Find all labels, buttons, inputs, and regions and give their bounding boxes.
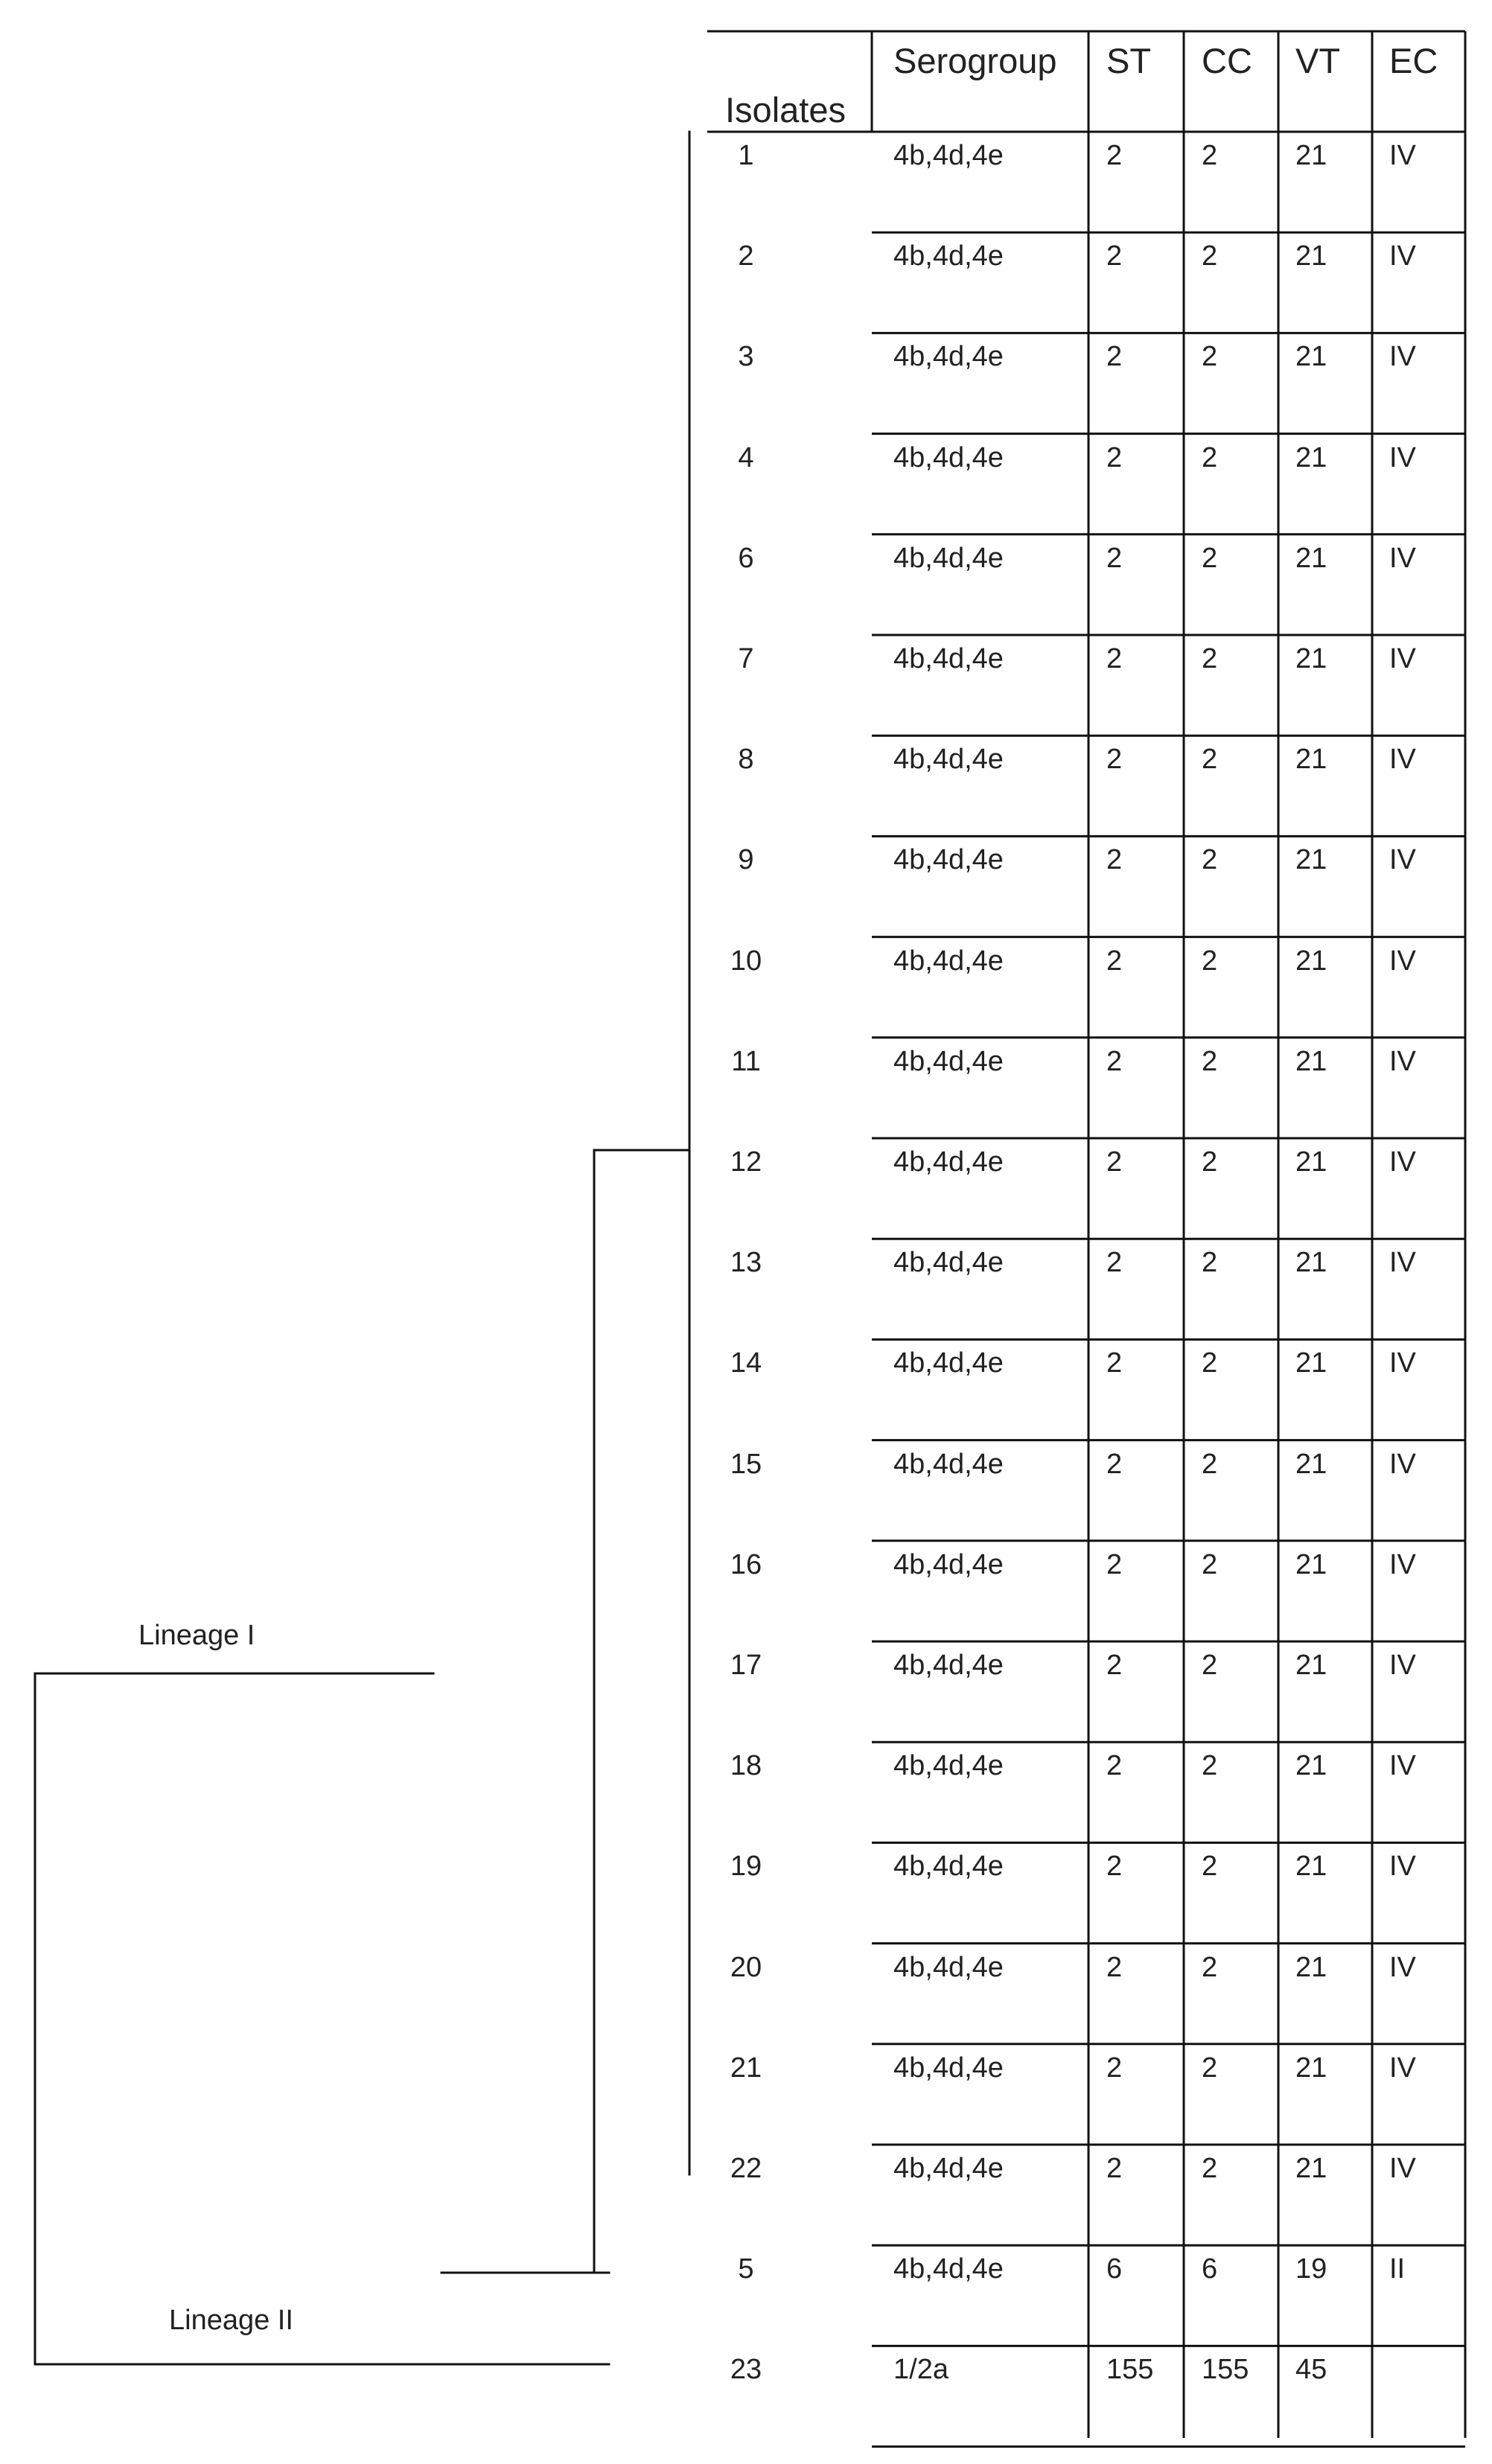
- serogroup-cell: 4b,4d,4e: [893, 341, 1004, 373]
- cc-cell: 2: [1202, 240, 1218, 272]
- isolate-cell: 9: [738, 844, 754, 876]
- st-cell: 2: [1106, 1750, 1123, 1782]
- cc-cell: 2: [1202, 643, 1218, 674]
- isolate-cell: 10: [730, 945, 762, 977]
- ec-cell: IV: [1389, 2052, 1416, 2084]
- vt-cell: 21: [1295, 1650, 1327, 1681]
- cc-cell: 2: [1202, 945, 1218, 977]
- ec-cell: IV: [1389, 1951, 1416, 1983]
- vt-cell: 21: [1295, 1548, 1327, 1580]
- vt-cell: 21: [1295, 240, 1327, 272]
- ec-cell: II: [1389, 2253, 1406, 2285]
- isolate-cell: 13: [730, 1247, 762, 1279]
- ec-cell: IV: [1389, 744, 1416, 776]
- isolate-cell: 8: [738, 744, 754, 776]
- isolate-cell: 17: [730, 1650, 762, 1681]
- vt-cell: 21: [1295, 2153, 1327, 2184]
- serogroup-cell: 4b,4d,4e: [893, 542, 1004, 574]
- vt-cell: 21: [1295, 744, 1327, 776]
- serogroup-cell: 4b,4d,4e: [893, 2253, 1004, 2285]
- isolate-cell: 22: [730, 2153, 762, 2184]
- isolate-cell: 19: [730, 1851, 762, 1883]
- serogroup-cell: 4b,4d,4e: [893, 844, 1004, 876]
- cc-cell: 2: [1202, 542, 1218, 574]
- serogroup-cell: 4b,4d,4e: [893, 1851, 1004, 1883]
- cc-cell: 2: [1202, 1146, 1218, 1178]
- cc-cell: 2: [1202, 1851, 1218, 1883]
- st-cell: 2: [1106, 441, 1123, 473]
- ec-cell: IV: [1389, 341, 1416, 373]
- st-cell: 2: [1106, 140, 1123, 171]
- cc-cell: 2: [1202, 744, 1218, 776]
- header-cc: CC: [1202, 41, 1252, 80]
- cc-cell: 155: [1202, 2354, 1249, 2386]
- isolate-cell: 16: [730, 1548, 762, 1580]
- serogroup-cell: 4b,4d,4e: [893, 643, 1004, 674]
- isolate-cell: 6: [738, 542, 754, 574]
- isolate-cell: 14: [730, 1347, 762, 1379]
- st-cell: 2: [1106, 2153, 1123, 2184]
- vt-cell: 21: [1295, 140, 1327, 171]
- serogroup-cell: 4b,4d,4e: [893, 945, 1004, 977]
- ec-cell: IV: [1389, 945, 1416, 977]
- vt-cell: 21: [1295, 844, 1327, 876]
- ec-cell: IV: [1389, 643, 1416, 674]
- isolate-cell: 3: [738, 341, 754, 373]
- st-cell: 2: [1106, 643, 1123, 674]
- isolate-cell: 5: [738, 2253, 754, 2285]
- lineage-1-label: Lineage I: [138, 1620, 255, 1651]
- vt-cell: 21: [1295, 542, 1327, 574]
- cc-cell: 2: [1202, 1247, 1218, 1279]
- serogroup-cell: 4b,4d,4e: [893, 2052, 1004, 2084]
- st-cell: 2: [1106, 744, 1123, 776]
- ec-cell: IV: [1389, 441, 1416, 473]
- cc-cell: 2: [1202, 1750, 1218, 1782]
- isolate-cell: 11: [731, 1045, 761, 1077]
- st-cell: 2: [1106, 844, 1123, 876]
- ec-cell: IV: [1389, 1851, 1416, 1883]
- vt-cell: 45: [1295, 2354, 1327, 2386]
- cc-cell: 2: [1202, 441, 1218, 473]
- vt-cell: 21: [1295, 945, 1327, 977]
- isolate-cell: 20: [730, 1951, 762, 1983]
- ec-cell: IV: [1389, 1146, 1416, 1178]
- ec-cell: IV: [1389, 1247, 1416, 1279]
- vt-cell: 21: [1295, 1045, 1327, 1077]
- st-cell: 2: [1106, 1951, 1123, 1983]
- isolate-cell: 15: [730, 1448, 762, 1480]
- serogroup-cell: 4b,4d,4e: [893, 744, 1004, 776]
- header-st: ST: [1106, 41, 1152, 80]
- serogroup-cell: 4b,4d,4e: [893, 1146, 1004, 1178]
- serogroup-cell: 4b,4d,4e: [893, 1247, 1004, 1279]
- vt-cell: 19: [1295, 2253, 1327, 2285]
- ec-cell: IV: [1389, 1548, 1416, 1580]
- st-cell: 2: [1106, 542, 1123, 574]
- ec-cell: IV: [1389, 1347, 1416, 1379]
- ec-cell: IV: [1389, 542, 1416, 574]
- serogroup-cell: 4b,4d,4e: [893, 1448, 1004, 1480]
- vt-cell: 21: [1295, 1448, 1327, 1480]
- header-isolates: Isolates: [725, 90, 846, 130]
- vt-cell: 21: [1295, 1951, 1327, 1983]
- st-cell: 2: [1106, 341, 1123, 373]
- ec-cell: IV: [1389, 240, 1416, 272]
- vt-cell: 21: [1295, 643, 1327, 674]
- st-cell: 2: [1106, 1448, 1123, 1480]
- lineage-2-label: Lineage II: [169, 2305, 293, 2336]
- vt-cell: 21: [1295, 1851, 1327, 1883]
- isolate-cell: 4: [738, 441, 754, 473]
- ec-cell: IV: [1389, 1448, 1416, 1480]
- vt-cell: 21: [1295, 1347, 1327, 1379]
- isolate-cell: 1: [738, 140, 754, 171]
- serogroup-cell: 4b,4d,4e: [893, 441, 1004, 473]
- isolate-cell: 7: [738, 643, 754, 674]
- cc-cell: 2: [1202, 1448, 1218, 1480]
- serogroup-cell: 4b,4d,4e: [893, 1548, 1004, 1580]
- vt-cell: 21: [1295, 1247, 1327, 1279]
- serogroup-cell: 4b,4d,4e: [893, 1045, 1004, 1077]
- st-cell: 2: [1106, 1045, 1123, 1077]
- ec-cell: IV: [1389, 1750, 1416, 1782]
- serogroup-cell: 1/2a: [893, 2354, 949, 2386]
- st-cell: 2: [1106, 1247, 1123, 1279]
- cc-cell: 2: [1202, 1347, 1218, 1379]
- vt-cell: 21: [1295, 1750, 1327, 1782]
- serogroup-cell: 4b,4d,4e: [893, 140, 1004, 171]
- isolate-cell: 23: [730, 2354, 762, 2386]
- st-cell: 155: [1106, 2354, 1154, 2386]
- vt-cell: 21: [1295, 2052, 1327, 2084]
- cc-cell: 2: [1202, 140, 1218, 171]
- ec-cell: IV: [1389, 1045, 1416, 1077]
- cc-cell: 2: [1202, 1951, 1218, 1983]
- serogroup-cell: 4b,4d,4e: [893, 1951, 1004, 1983]
- cc-cell: 2: [1202, 1045, 1218, 1077]
- serogroup-cell: 4b,4d,4e: [893, 1347, 1004, 1379]
- st-cell: 2: [1106, 945, 1123, 977]
- st-cell: 2: [1106, 1650, 1123, 1681]
- header-ec: EC: [1389, 41, 1438, 80]
- isolate-cell: 2: [738, 240, 754, 272]
- header-vt: VT: [1295, 41, 1341, 80]
- cc-cell: 2: [1202, 1548, 1218, 1580]
- cc-cell: 6: [1202, 2253, 1218, 2285]
- st-cell: 6: [1106, 2253, 1123, 2285]
- st-cell: 2: [1106, 1146, 1123, 1178]
- isolate-cell: 18: [730, 1750, 762, 1782]
- isolate-cell: 12: [730, 1146, 762, 1178]
- serogroup-cell: 4b,4d,4e: [893, 2153, 1004, 2184]
- ec-cell: IV: [1389, 1650, 1416, 1681]
- header-serogroup: Serogroup: [893, 41, 1057, 80]
- vt-cell: 21: [1295, 1146, 1327, 1178]
- st-cell: 2: [1106, 1347, 1123, 1379]
- cc-cell: 2: [1202, 2153, 1218, 2184]
- st-cell: 2: [1106, 2052, 1123, 2084]
- cc-cell: 2: [1202, 1650, 1218, 1681]
- cc-cell: 2: [1202, 2052, 1218, 2084]
- ec-cell: IV: [1389, 140, 1416, 171]
- st-cell: 2: [1106, 240, 1123, 272]
- serogroup-cell: 4b,4d,4e: [893, 240, 1004, 272]
- vt-cell: 21: [1295, 341, 1327, 373]
- st-cell: 2: [1106, 1548, 1123, 1580]
- cc-cell: 2: [1202, 341, 1218, 373]
- ec-cell: IV: [1389, 844, 1416, 876]
- cc-cell: 2: [1202, 844, 1218, 876]
- st-cell: 2: [1106, 1851, 1123, 1883]
- ec-cell: IV: [1389, 2153, 1416, 2184]
- vt-cell: 21: [1295, 441, 1327, 473]
- isolate-cell: 21: [730, 2052, 762, 2084]
- serogroup-cell: 4b,4d,4e: [893, 1750, 1004, 1782]
- serogroup-cell: 4b,4d,4e: [893, 1650, 1004, 1681]
